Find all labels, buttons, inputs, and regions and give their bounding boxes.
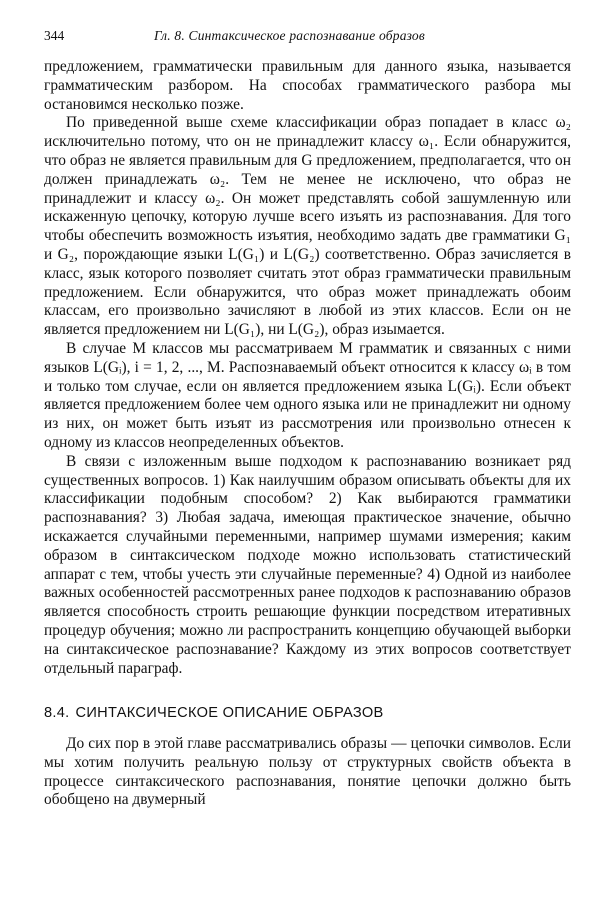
main-text	[44, 58, 571, 810]
section-heading	[44, 704, 571, 723]
section-title: СИНТАКСИЧЕСКОЕ ОПИСАНИЕ ОБРАЗОВ	[75, 705, 384, 722]
chapter-title: Гл. 8. Синтаксическое распознавание образов	[154, 28, 425, 43]
paragraph-continuation: предложением, грамматически правильным для данного языка, называется грамматическим разбором. На способах грамматического разбора мы остановимся несколько позже.	[44, 58, 571, 113]
section-number: 8.4.	[44, 705, 70, 722]
page-number: 344	[44, 28, 65, 43]
running-head	[44, 28, 571, 50]
paragraph-classification: По приведенной выше схеме классификации образ попадает в класс ω₂ исключительно потому, что он не принадлежит классу ω₁. Если обнаружится, что образ не является правильным для G предложением, предполагается, что он должен принадлежать ω₂. Тем не менее не исключено, что образ не принадлежит и классу ω₂. Он может представлять собой зашумленную или искаженную цепочку, которую лучше всего изъять из распознавания. Для того чтобы обеспечить возможность изъятия, необходимо задать две грамматики G₁ и G₂, порождающие языки L(G₁) и L(G₂) соответственно. Образ зачисляется в класс, язык которого позволяет считать этот образ грамматически правильным предложением. Если обнаружится, что образ может принадлежать обоим классам, его произвольно зачисляют в любой из этих классов. Если он не является предложением ни L(G₁), ни L(G₂), образ изымается.	[44, 114, 571, 339]
paragraph-section-intro: До сих пор в этой главе рассматривались образы — цепочки символов. Если мы хотим получить реальную пользу от структурных свойств объекта в процессе синтаксического распознавания, понятие цепочки должно быть обобщено на двумерный	[44, 735, 571, 809]
paragraph-questions: В связи с изложенным выше подходом к распознаванию возникает ряд существенных вопросов. 1) Как наилучшим образом описывать объекты для их классификации подобным способом? 2) Как выбираются грамматики распознавания? 3) Любая задача, имеющая практическое значение, обычно искажается случайными переменными, например шумами измерения; каким образом в синтаксическом подходе можно использовать статистический аппарат с тем, чтобы учесть эти случайные переменные? 4) Одной из наиболее важных особенностей рассмотренных ранее подходов к распознаванию образов является способность строить решающие функции посредством итеративных процедур обучения; можно ли распространить концепцию обучающей выборки на синтаксическое распознавание? Каждому из этих вопросов соответствует отдельный параграф.	[44, 452, 571, 677]
book-page	[44, 28, 571, 810]
paragraph-m-classes: В случае M классов мы рассматриваем M грамматик и связанных с ними языков L(Gᵢ), i = 1, 2, ..., M. Распознаваемый объект относится к классу ωᵢ в том и только том случае, если он является предложением языка L(Gᵢ). Если объект является предложением более чем одного языка или не принадлежит ни одному из них, он может быть изъят из рассмотрения или произвольно отнесен к одному из классов неопределенных объектов.	[44, 339, 571, 451]
